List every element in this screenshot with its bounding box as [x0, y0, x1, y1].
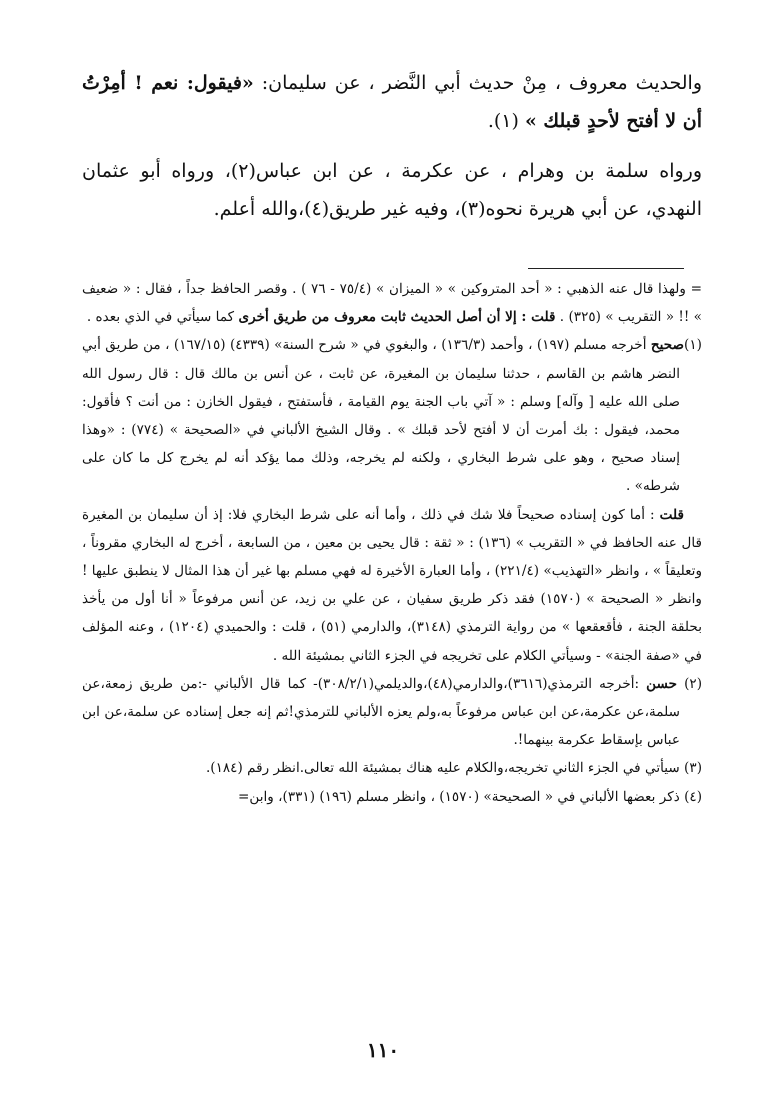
footnote-continuation — [82, 275, 702, 331]
footnote-2 — [82, 670, 702, 755]
text-run: = ولهذا قال عنه الذهبي : « أحد المتروكين » « الميزان » (٧٥/٤ - ٧٦ ) . وقصر الحافظ جداً ، فقال : « ضعيف » !! « التقريب » (٣٢٥) . — [82, 281, 702, 326]
footnote-1 — [82, 331, 702, 500]
footnote-divider — [528, 268, 684, 269]
bold-quote: «فيقول: نعم ! أمِرْتُ أن لا أفتح لأحدٍ قبلك » — [82, 72, 702, 132]
grade-label: صحيح — [650, 337, 685, 354]
text-run: : أما كون إسناده صحيحاً فلا شك في ذلك ، وأما أنه على شرط البخاري فلا: إذ أن سليمان بن المغيرة قال عنه الحافظ في « التقريب » (١٣٦) : « ثقة : قال يحيى بن معين ، من السابعة ، أخرج له البخاري مقروناً ، وتعليقاً » ، وانظر «التهذيب» (٢٢١/٤) ، وأما العبارة الأخيرة له فهي مسلم بها غير أن هذا المثال لا ينطبق عليها ! وانظر « الصحيحة » (١٥٧٠) فقد ذكر طريق سفيان ، عن علي بن زيد، عن أنس مرفوعاً « أنا أول من يأخذ بحلقة الجنة ، فأقعقعها » من رواية الترمذي (٣١٤٨)، والدارمي (٥١) ، قلت : والحميدي (١٢٠٤) ، وعنه المؤلف في «صفة الجنة» - وسيأتي الكلام على تخريجه في الجزء الثاني بمشيئة الله . — [82, 506, 703, 664]
footnote-number: (١) — [684, 337, 702, 354]
text-run: كما سيأتي في الذي بعده . — [86, 309, 239, 326]
text-run: أخرجه مسلم (١٩٧) ، وأحمد (١٣٦/٣) ، والبغوي في « شرح السنة» (٤٣٣٩) (١٦٧/١٥) ، من طريق أبي النضر هاشم بن القاسم ، حدثنا سليمان بن المغيرة، عن ثابت ، عن أنس بن مالك قال : قال رسول الله صلى الله عليه [ وآله] وسلم : « آتي باب الجنة يوم القيامة ، فأستفتح ، فيقول الخازن : من أنت ؟ فأقول: محمد، فيقول : بك أمرت أن لا أفتح لأحد قبلك » . وقال الشيخ الألباني في «الصحيحة » (٧٧٤) : «وهذا إسناد صحيح ، وهو على شرط البخاري ، ولكنه لم يخرجه، وذلك مما يؤكد أنه لم يخرج كل ما كان على شرطه» . — [82, 337, 680, 495]
main-text — [82, 64, 702, 260]
footnote-3: (٣) سيأتي في الجزء الثاني تخريجه،والكلام عليه هناك بمشيئة الله تعالى.انظر رقم (١٨٤). — [205, 760, 702, 777]
bold-run: قلت : إلا أن أصل الحديث ثابت معروف من طريق أخرى — [238, 309, 556, 326]
footnotes — [82, 275, 702, 811]
footnote-1-comment — [82, 501, 702, 670]
grade-label: حسن — [646, 675, 678, 692]
text-run: :أخرجه الترمذي(٣٦١٦)،والدارمي(٤٨)،والديلمي(٣٠٨/٢/١)- كما قال الألباني -:من طريق زمعة،عن سلمة،عن عكرمة،عن ابن عباس مرفوعاً به،ولم يعزه الألباني للترمذي!ثم إنه جعل إسناده عن سلمة،عن ابن عباس بإسقاط عكرمة بينهما!. — [82, 675, 680, 749]
footnote-ref: (١). — [487, 110, 525, 132]
text-run: والحديث معروف ، مِنْ حديث أبي النَّضر ، عن سليمان: — [253, 72, 703, 94]
main-paragraph-2: ورواه سلمة بن وهرام ، عن عكرمة ، عن ابن عباس(٢)، ورواه أبو عثمان النهدي، عن أبي هريرة نحوه(٣)، وفيه غير طريق(٤)،والله أعلم. — [82, 160, 702, 220]
main-paragraph-1 — [82, 64, 702, 140]
footnote-number: (٢) — [677, 675, 702, 692]
footnote-4: (٤) ذكر بعضها الألباني في « الصحيحة» (١٥٧٠) ، وانظر مسلم (١٩٦) (٣٣١)، وابن= — [237, 788, 702, 805]
page-number: ١١٠ — [366, 1038, 400, 1062]
bold-run: قلت — [659, 506, 684, 523]
